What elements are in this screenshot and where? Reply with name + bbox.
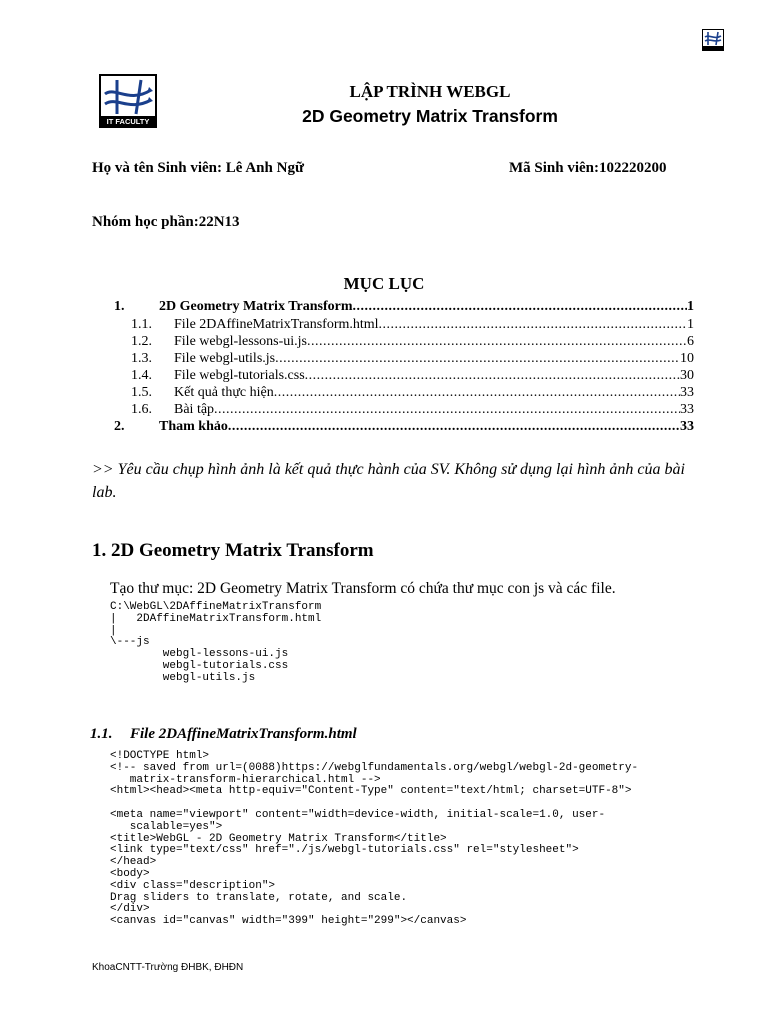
toc-item[interactable]: 1. 2D Geometry Matrix Transform ..... 1 <box>114 298 694 316</box>
toc-item[interactable]: 1.2. File webgl-lessons-ui.js ..... 6 <box>131 333 694 351</box>
toc-item[interactable]: 1.4. File webgl-tutorials.css ..... 30 <box>131 367 694 385</box>
logo-text: IT FACULTY <box>106 117 150 126</box>
toc-item[interactable]: 1.5. Kết quả thực hiện ..... 33 <box>131 384 694 402</box>
course-group: Nhóm học phần:22N13 <box>92 214 240 230</box>
toc-item[interactable]: 1.1. File 2DAffineMatrixTransform.html ..... 1 <box>131 316 694 334</box>
toc-item[interactable]: 2. Tham khảo ..... 33 <box>114 418 694 436</box>
document-title: LẬP TRÌNH WEBGL <box>349 82 511 101</box>
section-intro: Tạo thư mục: 2D Geometry Matrix Transform có chứa thư mục con js và các file. <box>110 580 616 597</box>
section-heading: 1. 2D Geometry Matrix Transform <box>92 540 374 561</box>
student-name: Họ và tên Sinh viên: Lê Anh Ngữ <box>92 160 304 176</box>
subsection-heading <box>90 726 357 743</box>
document-subtitle: 2D Geometry Matrix Transform <box>302 106 558 126</box>
subsection-title: File 2DAffineMatrixTransform.html <box>130 726 357 742</box>
subsection-number: 1.1. <box>90 726 113 742</box>
code-listing: <!DOCTYPE html> <!-- saved from url=(0088)https://webglfundamentals.org/webgl/webgl-2d-geometry- matrix-transform-hierarchical.html --> <html><head><meta http-equiv="Content-Type" content="text/html; charset=UTF-8"> <meta name="viewport" content="width=device-width, initial-scale=1.0, user- scalable=yes"> <title>WebGL - 2D Geometry Matrix Transform</title> <link type="text/css" href="./js/webgl-tutorials.css" rel="stylesheet"> </head> <body> <div class="description"> Drag sliders to translate, rotate, and scale. </div> <canvas id="canvas" width="399" height="299"></canvas> <box>110 750 639 928</box>
toc-heading: MỤC LỤC <box>343 274 425 293</box>
toc-item[interactable]: 1.3. File webgl-utils.js ..... 10 <box>131 350 694 368</box>
student-id: Mã Sinh viên:102220200 <box>509 160 667 176</box>
directory-tree: C:\WebGL\2DAffineMatrixTransform | 2DAffineMatrixTransform.html | \---js webgl-lessons-ui.js webgl-tutorials.css webgl-utils.js <box>110 601 322 684</box>
requirement-note: >> Yêu cầu chụp hình ảnh là kết quả thực hành của SV. Không sử dụng lại hình ảnh của bài lab. <box>92 461 685 501</box>
page-footer: KhoaCNTT-Trường ĐHBK, ĐHĐN <box>92 962 244 973</box>
faculty-logo-small <box>702 29 724 51</box>
toc-item[interactable]: 1.6. Bài tập ..... 33 <box>131 401 694 419</box>
